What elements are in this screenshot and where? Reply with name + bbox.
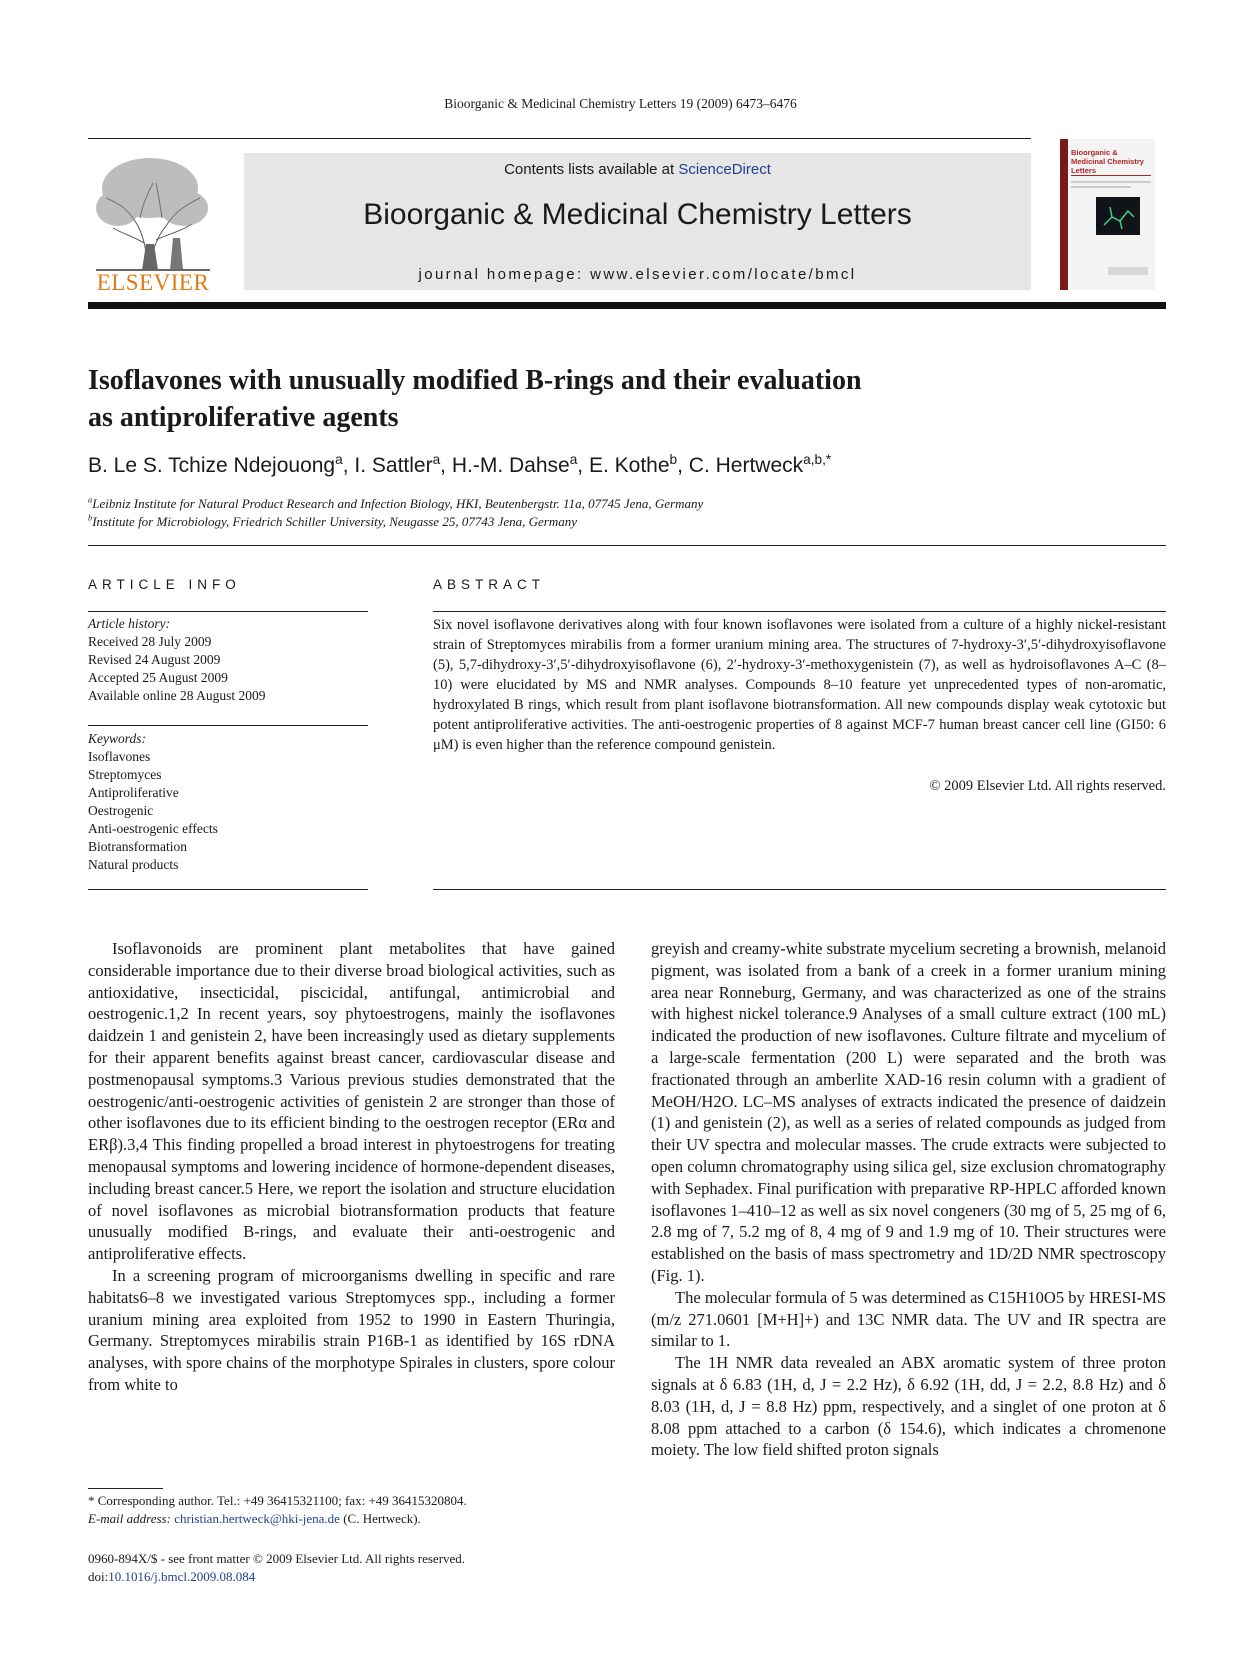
author-name: H.-M. Dahse <box>451 454 570 477</box>
journal-cover <box>1060 139 1155 290</box>
molecule-icon <box>1096 197 1140 235</box>
article-info-rule <box>88 725 368 726</box>
body-paragraph: Isoflavonoids are prominent plant metabolites that have gained considerable importance due to their diverse broad biological activities, such as antioxidative, insecticidal, piscicidal, antifungal, antimicrobial and oestrogenic.1,2 In recent years, soy phytoestrogens, mainly the isoflavones daidzein 1 and genistein 2, have been increasingly used as dietary supplements for their apparent benefits against breast cancer, cardiovascular disease and postmenopausal symptoms.3 Various previous studies demonstrated that the oestrogenic/anti-oestrogenic activities of genistein 2 are stronger than those of other isoflavones due to its efficient binding to the oestrogen receptor (ERα and ERβ).3,4 This finding propelled a broad interest in phytoestrogens for treating menopausal symptoms and lowering incidence of hormone-dependent diseases, including breast cancer.5 Here, we report the isolation and structure elucidation of novel isoflavones as microbial biotransformation products that feature unusually modified B-rings, and evaluate their anti-oestrogenic and antiproliferative effects. <box>88 939 615 1264</box>
author-affil-mark: b <box>669 452 678 467</box>
author-affil-mark: a <box>335 452 343 467</box>
keyword: Anti-oestrogenic effects <box>88 821 218 836</box>
abstract-heading: ABSTRACT <box>433 577 546 592</box>
cover-image <box>1096 197 1140 235</box>
body-paragraph: The molecular formula of 5 was determined as C15H10O5 by HRESI-MS (m/z 271.0601 [M+H]+) and 13C NMR data. The UV and IR spectra are similar to 1. <box>651 1287 1166 1351</box>
affiliation-b-text: Institute for Microbiology, Friedrich Schiller University, Neugasse 25, 07743 Jena, Germany <box>92 514 577 529</box>
journal-banner <box>244 153 1031 290</box>
doi-line <box>88 1568 688 1586</box>
abstract-rule <box>433 611 1166 612</box>
history-item: Revised 24 August 2009 <box>88 652 221 667</box>
doi-link[interactable]: 10.1016/j.bmcl.2009.08.084 <box>108 1569 256 1584</box>
journal-name: Bioorganic & Medicinal Chemistry Letters <box>363 198 912 231</box>
affiliation-b <box>88 514 1158 530</box>
issn-line: 0960-894X/$ - see front matter © 2009 Elsevier Ltd. All rights reserved. <box>88 1551 466 1566</box>
keywords <box>88 730 368 874</box>
title-line-1: Isoflavones with unusually modified B-rings and their evaluation <box>88 365 862 396</box>
author-name: C. Hertweck <box>688 454 804 477</box>
article-title <box>88 362 1088 436</box>
author-name: I. Sattler <box>354 454 433 477</box>
keyword: Streptomyces <box>88 767 162 782</box>
cover-logo <box>1108 267 1148 275</box>
email-line <box>88 1510 648 1528</box>
author-name: E. Kothe <box>588 454 670 477</box>
cover-page <box>1068 139 1155 290</box>
author-affil-mark[interactable]: a,b,* <box>803 452 832 467</box>
abstract-copyright: © 2009 Elsevier Ltd. All rights reserved. <box>929 778 1166 794</box>
abstract-rule <box>433 889 1166 890</box>
body-column-left <box>88 938 615 1396</box>
footnote-rule <box>88 1488 163 1489</box>
affil-mark-a: a <box>88 494 93 505</box>
body-paragraph: greyish and creamy-white substrate mycelium secreting a brownish, melanoid pigment, was isolated from a bank of a creek in a former uranium mining area near Ronneburg, Germany, and was characterized as one of the strains with highest nickel tolerance.9 Analyses of a small culture extract (100 mL) indicated the production of new isoflavones. Culture filtrate and mycelium of a large-scale fermentation (200 L) were separated and the broth was fractionated through an amberlite XAD-16 resin column with a gradient of MeOH/H2O. LC–MS analyses of extracts indicated the presence of daidzein (1) and genistein (2), as well as a series of related compounds as judged from their UV spectra and molecular masses. The crude extracts were subjected to open column chromatography using silica gel, size exclusion chromatography with Sephadex. Final purification with preparative RP-HPLC afforded known isoflavones 1–410–12 as well as six novel congeners (30 mg of 5, 25 mg of 6, 2.8 mg of 7, 5.2 mg of 8, 4 mg of 9 and 1.9 mg of 10. Their structures were established on the basis of mass spectrometry and 1D/2D NMR spectroscopy (Fig. 1). <box>651 939 1166 1285</box>
article-info-rule <box>88 611 368 612</box>
author-affil-mark: a <box>569 452 578 467</box>
corresponding-author: * Corresponding author. Tel.: +49 36415321100; fax: +49 36415320804. <box>88 1493 467 1508</box>
journal-citation: Bioorganic & Medicinal Chemistry Letters 19 (2009) 6473–6476 <box>444 96 797 111</box>
elsevier-logo <box>88 148 218 298</box>
keyword: Isoflavones <box>88 749 151 764</box>
journal-homepage[interactable]: journal homepage: www.elsevier.com/locate/bmcl <box>418 266 857 283</box>
affiliation-a <box>88 496 1158 512</box>
affiliation-rule <box>88 545 1166 546</box>
author-list: B. Le S. Tchize Ndejouong$^a$, I. Sattler$^a$, H.-M. Dahse$^a$, E. Kothe$^b$, C. Hertweck$^{a,b,*}$ <box>88 452 832 477</box>
header-rule <box>88 138 1031 139</box>
publisher-wordmark: ELSEVIER <box>96 270 210 295</box>
abstract-text: Six novel isoflavone derivatives along with four known isoflavones were isolated from a culture of a highly nickel-resistant strain of Streptomyces mirabilis from a former uranium mining area. The structures of 7-hydroxy-3′,5′-dihydroxyisoflavone (5), 5,7-dihydroxy-3′,5′-dihydroxyisoflavone (6), 2′-hydroxy-3′-methoxygenistein (7), as well as hydroisoflavones A–C (8–10) were elucidated by MS and NMR analyses. Compounds 8–10 feature yet unprecedented types of non-aromatic, hydroxylated B rings, which result from plant isoflavone biotransformation. All new compounds display weak cytotoxic but potent antiproliferative activities. The anti-oestrogenic properties of 8 against MCF-7 human breast cancer cell line (GI50: 6 μM) is even higher than the reference compound genistein. <box>433 617 1166 753</box>
keyword: Biotransformation <box>88 839 187 854</box>
page-footer <box>88 1550 688 1586</box>
email-suffix: (C. Hertweck). <box>343 1511 421 1526</box>
body-paragraph: The 1H NMR data revealed an ABX aromatic system of three proton signals at δ 6.83 (1H, d, J = 2.2 Hz), δ 6.92 (1H, dd, J = 2.2, 8.8 Hz) and δ 8.03 (1H, d, J = 8.8 Hz) ppm, respectively, and a singlet of one proton at δ 8.08 ppm attached to a carbon (δ 154.6), which indicates a chromenone moiety. The low field shifted proton signals <box>651 1353 1166 1460</box>
keywords-label: Keywords: <box>88 731 146 746</box>
cover-line <box>1071 181 1151 183</box>
contents-prefix: Contents lists available at <box>504 161 679 178</box>
email-label: E-mail address: <box>88 1511 171 1526</box>
article-info-rule <box>88 889 368 890</box>
history-item: Received 28 July 2009 <box>88 634 212 649</box>
contents-line <box>244 161 1031 178</box>
cover-rule <box>1071 175 1151 176</box>
header-thick-rule <box>88 302 1166 309</box>
article-history <box>88 615 368 705</box>
doi-label: doi: <box>88 1569 109 1584</box>
title-line-2: as antiproliferative agents <box>88 402 399 433</box>
keyword: Oestrogenic <box>88 803 154 818</box>
history-item: Available online 28 August 2009 <box>88 688 266 703</box>
author-affil-mark: a <box>432 452 441 467</box>
body-paragraph: In a screening program of microorganisms dwelling in specific and rare habitats6–8 we investigated various Streptomyces spp., including a former uranium mining area exploited from 1952 to 1990 in Eastern Thuringia, Germany. Streptomyces mirabilis strain P16B-1 as identified by 16S rDNA analyses, with spore chains of the morphotype Spirales in clusters, spore colour from white to <box>88 1265 615 1394</box>
history-label: Article history: <box>88 616 171 631</box>
history-item: Accepted 25 August 2009 <box>88 670 228 685</box>
email-link[interactable]: christian.hertweck@hki-jena.de <box>174 1511 340 1526</box>
article-info-heading: ARTICLE INFO <box>88 577 241 592</box>
cover-line <box>1071 186 1131 188</box>
corresponding-footnote <box>88 1492 648 1528</box>
sciencedirect-link[interactable]: ScienceDirect <box>678 161 771 178</box>
affil-mark-b: b <box>88 512 93 523</box>
keyword: Antiproliferative <box>88 785 179 800</box>
keyword: Natural products <box>88 857 179 872</box>
affiliation-a-text: Leibniz Institute for Natural Product Research and Infection Biology, HKI, Beutenbergstr. 11a, 07745 Jena, Germany <box>92 496 704 511</box>
author-name: B. Le S. Tchize Ndejouong <box>88 454 336 477</box>
body-column-right <box>651 938 1166 1461</box>
cover-title: Bioorganic & Medicinal Chemistry Letters <box>1071 148 1144 175</box>
